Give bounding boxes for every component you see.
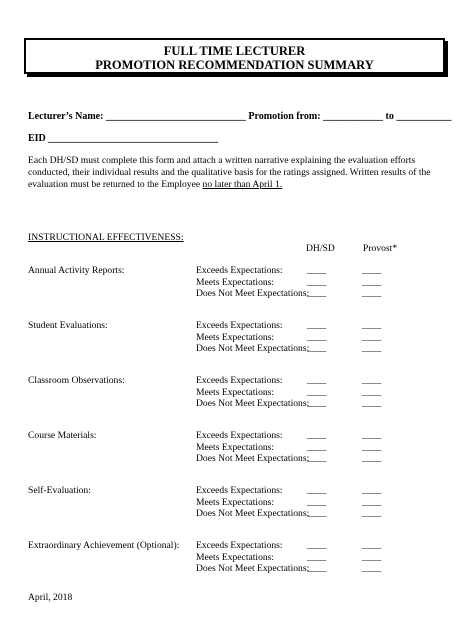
rating-label-exceeds: Exceeds Expectations: xyxy=(196,485,283,496)
rating-blank-provost[interactable]: ____ xyxy=(362,331,382,343)
rating-blank-dhsd[interactable]: ____ xyxy=(307,265,327,276)
rating-blank-dhsd[interactable]: ____ xyxy=(307,563,327,574)
rating-label-exceeds: Exceeds Expectations: xyxy=(196,320,283,331)
criterion-label: Self-Evaluation: xyxy=(28,485,91,496)
rating-blank-provost[interactable]: ____ xyxy=(362,265,382,276)
lecturer-name-promotion-line: Lecturer’s Name: ____________________________ Promotion from: ____________ to ___________ xyxy=(28,111,452,122)
rating-blank-provost[interactable]: ____ xyxy=(362,508,382,519)
rating-blank-provost[interactable]: ____ xyxy=(362,276,382,288)
rating-blank-provost[interactable]: ____ xyxy=(362,485,382,496)
rating-blank-dhsd[interactable]: ____ xyxy=(307,276,327,288)
rating-label-exceeds: Exceeds Expectations: xyxy=(196,375,283,386)
rating-blank-dhsd[interactable]: ____ xyxy=(307,320,327,331)
rating-blank-provost[interactable]: ____ xyxy=(362,398,382,409)
rating-blank-provost[interactable]: ____ xyxy=(362,441,382,453)
rating-blank-dhsd[interactable]: ____ xyxy=(307,551,327,563)
rating-label-does-not: Does Not Meet Expectations: xyxy=(196,288,310,299)
rating-blank-dhsd[interactable]: ____ xyxy=(307,386,327,398)
rating-label-does-not: Does Not Meet Expectations: xyxy=(196,398,310,409)
rating-blank-dhsd[interactable]: ____ xyxy=(307,540,327,551)
rating-blank-provost[interactable]: ____ xyxy=(362,563,382,574)
footer-date: April, 2018 xyxy=(28,592,73,603)
rating-label-exceeds: Exceeds Expectations: xyxy=(196,265,283,276)
form-title-box xyxy=(24,38,445,74)
rating-blank-dhsd[interactable]: ____ xyxy=(307,288,327,299)
rating-blank-provost[interactable]: ____ xyxy=(362,430,382,441)
rating-label-does-not: Does Not Meet Expectations: xyxy=(196,563,310,574)
rating-label-meets: Meets Expectations: xyxy=(196,441,275,453)
rating-label-meets: Meets Expectations: xyxy=(196,276,275,288)
criterion-label: Student Evaluations: xyxy=(28,320,108,331)
rating-blank-provost[interactable]: ____ xyxy=(362,320,382,331)
rating-label-meets: Meets Expectations: xyxy=(196,496,275,508)
rating-blank-dhsd[interactable]: ____ xyxy=(307,453,327,464)
rating-blank-dhsd[interactable]: ____ xyxy=(307,485,327,496)
criterion-label: Course Materials: xyxy=(28,430,97,441)
column-header-provost: Provost* xyxy=(363,243,398,254)
rating-blank-dhsd[interactable]: ____ xyxy=(307,331,327,343)
criterion-label: Classroom Observations: xyxy=(28,375,125,386)
rating-blank-provost[interactable]: ____ xyxy=(362,288,382,299)
rating-label-does-not: Does Not Meet Expectations: xyxy=(196,453,310,464)
rating-label-exceeds: Exceeds Expectations: xyxy=(196,540,283,551)
rating-blank-dhsd[interactable]: ____ xyxy=(307,508,327,519)
column-header-dhsd: DH/SD xyxy=(306,243,335,254)
rating-blank-provost[interactable]: ____ xyxy=(362,343,382,354)
rating-blank-provost[interactable]: ____ xyxy=(362,453,382,464)
rating-blank-dhsd[interactable]: ____ xyxy=(307,343,327,354)
rating-label-does-not: Does Not Meet Expectations: xyxy=(196,343,310,354)
rating-label-meets: Meets Expectations: xyxy=(196,331,275,343)
rating-label-does-not: Does Not Meet Expectations: xyxy=(196,508,310,519)
rating-label-meets: Meets Expectations: xyxy=(196,551,275,563)
rating-blank-provost[interactable]: ____ xyxy=(362,540,382,551)
rating-label-exceeds: Exceeds Expectations: xyxy=(196,430,283,441)
criterion-label: Extraordinary Achievement (Optional): xyxy=(28,540,180,551)
rating-blank-dhsd[interactable]: ____ xyxy=(307,430,327,441)
rating-label-meets: Meets Expectations: xyxy=(196,386,275,398)
rating-blank-dhsd[interactable]: ____ xyxy=(307,496,327,508)
rating-blank-provost[interactable]: ____ xyxy=(362,551,382,563)
form-title-line-2: PROMOTION RECOMMENDATION SUMMARY xyxy=(95,58,374,72)
rating-blank-provost[interactable]: ____ xyxy=(362,496,382,508)
criterion-label: Annual Activity Reports: xyxy=(28,265,125,276)
eid-line: EID __________________________________ xyxy=(28,133,219,144)
form-title-line-1: FULL TIME LECTURER xyxy=(163,44,306,58)
section-heading: INSTRUCTIONAL EFFECTIVENESS: xyxy=(28,232,184,243)
instructions-text: Each DH/SD must complete this form and attach a written narrative explaining the evaluation efforts conducted, their individual results and the qualitative basis for the ratings assigned. Written results of the evaluation must be returned to the Employee xyxy=(28,155,431,190)
instructions-paragraph xyxy=(28,155,448,191)
rating-blank-dhsd[interactable]: ____ xyxy=(307,441,327,453)
instructions-deadline: no later than April 1. xyxy=(202,179,283,190)
rating-blank-provost[interactable]: ____ xyxy=(362,386,382,398)
rating-blank-provost[interactable]: ____ xyxy=(362,375,382,386)
rating-blank-dhsd[interactable]: ____ xyxy=(307,398,327,409)
rating-blank-dhsd[interactable]: ____ xyxy=(307,375,327,386)
